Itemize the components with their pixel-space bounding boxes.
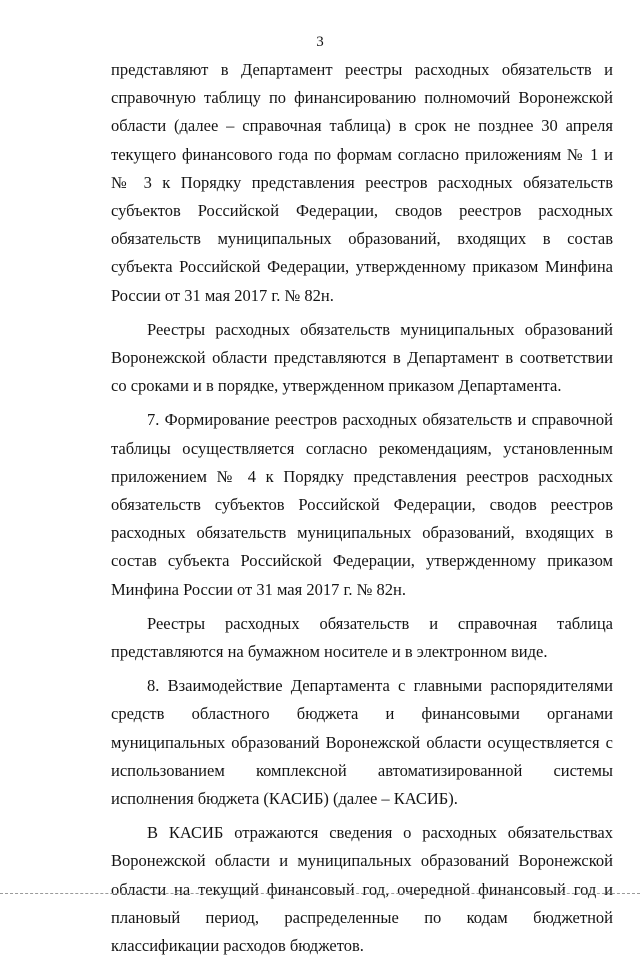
page-bottom-edge bbox=[0, 893, 640, 894]
paragraph-continuation: представляют в Департамент реестры расходных обязательств и справочную таблицу по финансированию полномочий Воронежской области (далее – справочная таблица) в срок не позднее 30 апреля текущего финансового года по формам согласно приложениям № 1 и № 3 к Порядку представления реестров расходных обязательств субъектов Российской Федерации, сводов реестров расходных обязательств муниципальных образований, входящих в состав субъекта Российской Федерации, утвержденному приказом Минфина России от 31 мая 2017 г. № 82н. bbox=[111, 60, 613, 305]
page-number: 3 bbox=[316, 34, 324, 50]
document-body bbox=[111, 56, 613, 966]
paragraph-item-8: 8. Взаимодействие Департамента с главными распорядителями средств областного бюджета и финансовыми органами муниципальных образований Воронежской области осуществляется с использованием комплексной автоматизированной системы исполнения бюджета (КАСИБ) (далее – КАСИБ). bbox=[111, 676, 613, 809]
paragraph-registry-format: Реестры расходных обязательств и справочная таблица представляются на бумажном носителе и в электронном виде. bbox=[111, 613, 613, 662]
paragraph-registry-submission: Реестры расходных обязательств муниципальных образований Воронежской области представляются в Департамент в соответствии со сроками и в порядке, утвержденном приказом Департамента. bbox=[111, 319, 613, 396]
paragraph-item-7: 7. Формирование реестров расходных обязательств и справочной таблицы осуществляется согласно рекомендациям, установленным приложением № 4 к Порядку представления реестров расходных обязательств субъектов Российской Федерации, сводов реестров расходных обязательств муниципальных образований, входящих в состав субъекта Российской Федерации, утвержденному приказом Минфина России от 31 мая 2017 г. № 82н. bbox=[111, 410, 613, 599]
paragraph-kasib-content: В КАСИБ отражаются сведения о расходных обязательствах Воронежской области и муниципальных образований Воронежской области на текущий финансовый год, очередной финансовый год и плановый период, распределенные по кодам бюджетной классификации расходов бюджетов. bbox=[111, 823, 613, 956]
